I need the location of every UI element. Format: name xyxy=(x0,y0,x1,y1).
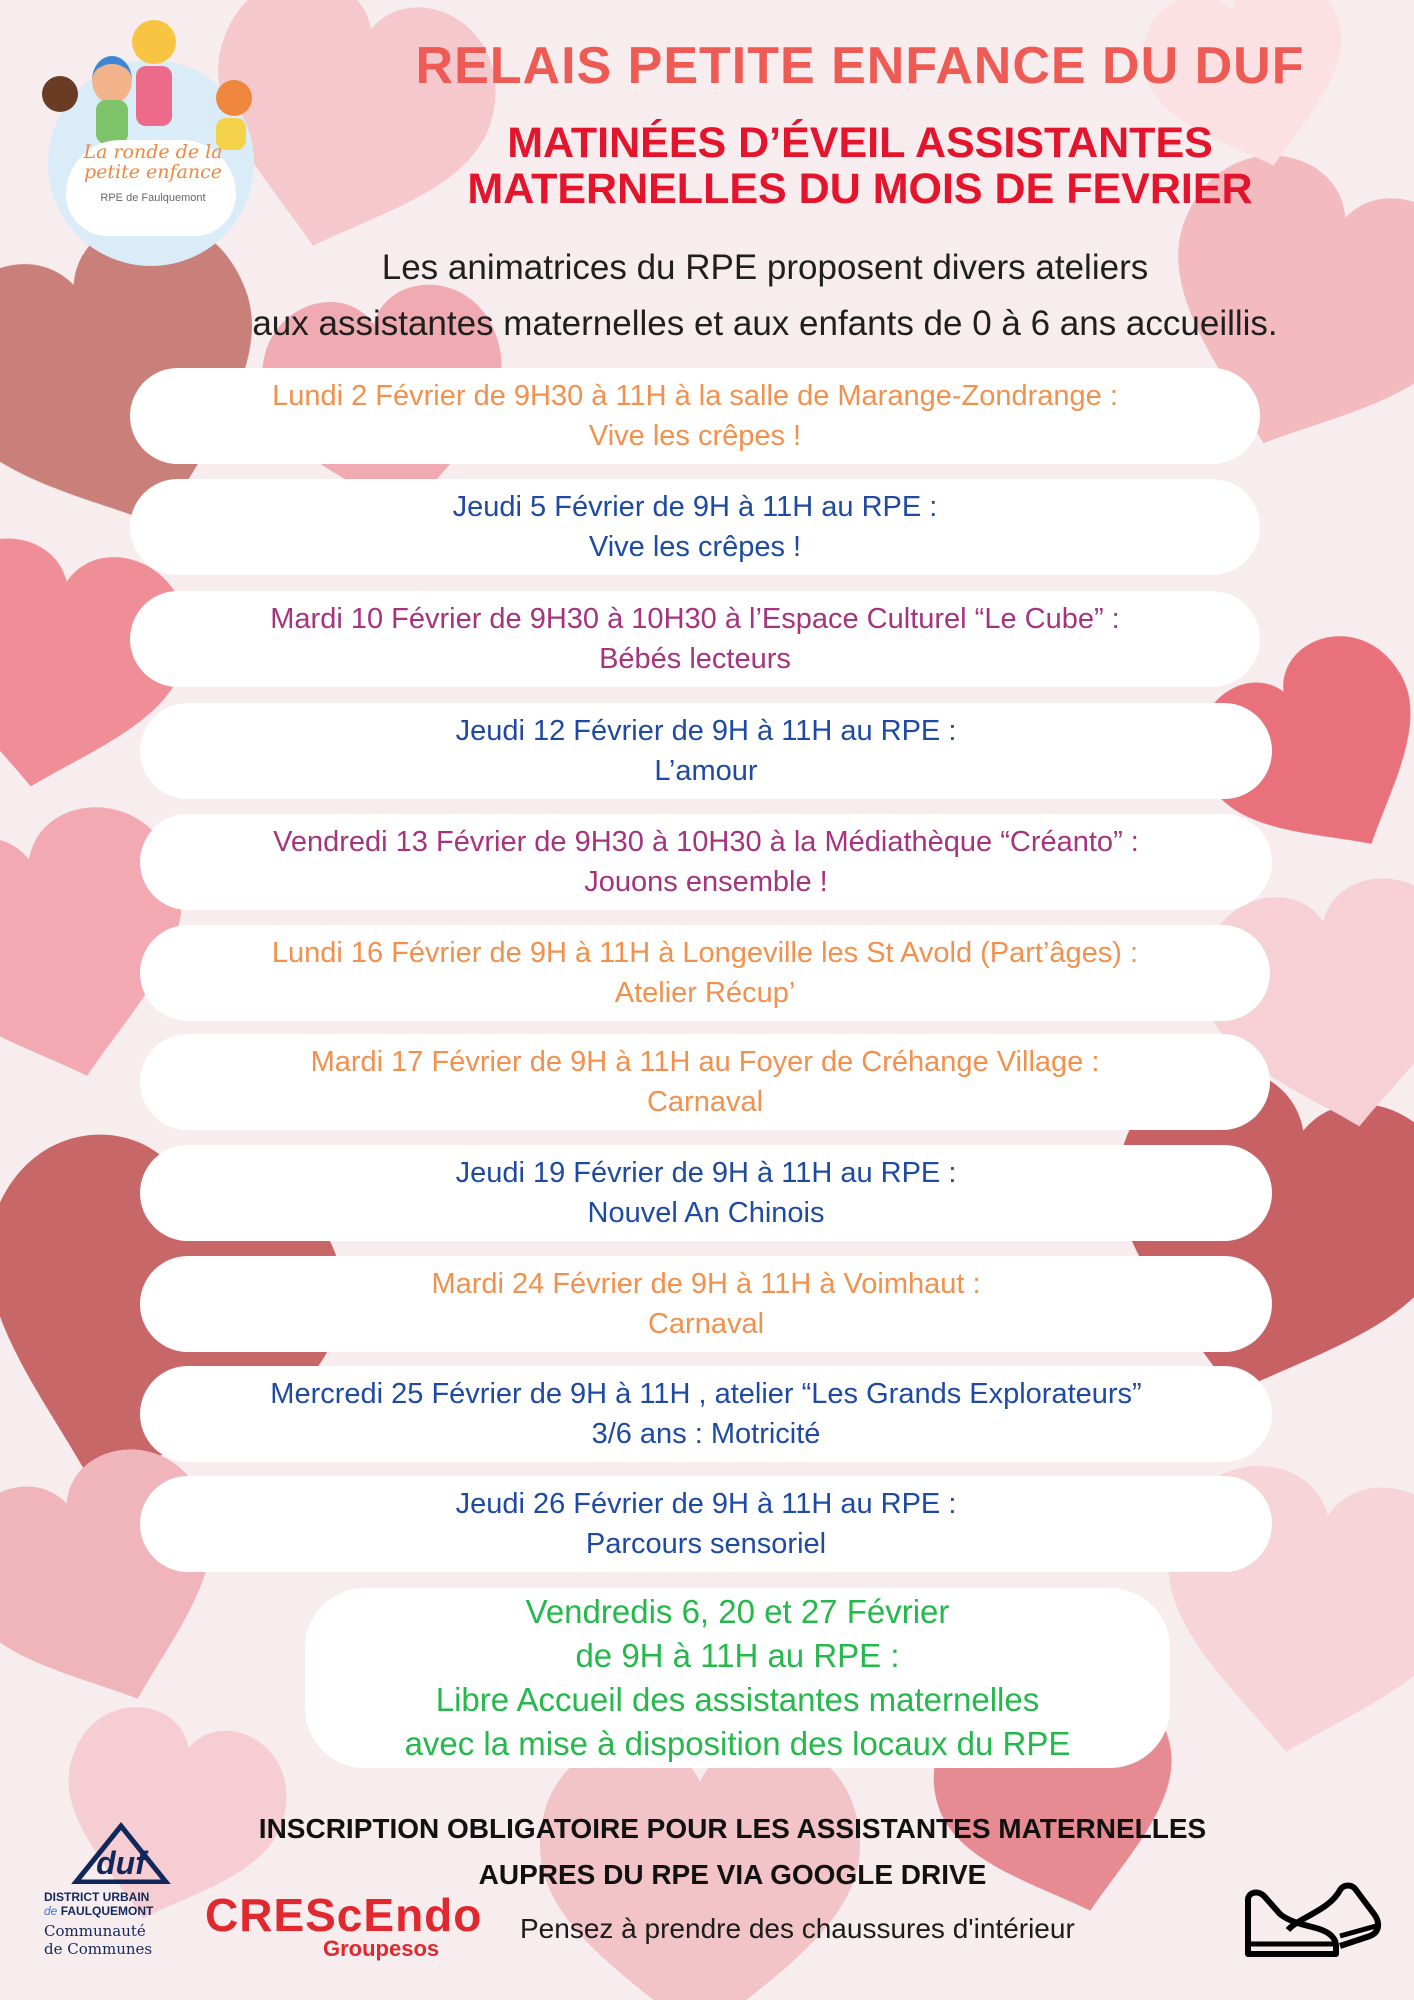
event-topic: 3/6 ans : Motricité xyxy=(591,1418,821,1450)
duf-community-text: Communauté de Communes xyxy=(44,1922,153,1958)
event-card xyxy=(130,479,1260,575)
svg-text:duf: duf xyxy=(96,1845,146,1881)
event-title: Jeudi 19 Février de 9H à 11H au RPE : xyxy=(455,1157,957,1189)
event-topic: Vive les crêpes ! xyxy=(588,420,802,452)
event-card xyxy=(140,1145,1272,1241)
event-card xyxy=(140,1256,1272,1352)
logo-subtitle: RPE de Faulquemont xyxy=(100,192,206,204)
logo-title: La ronde de la petite enfance xyxy=(83,141,223,183)
event-topic: Jouons ensemble ! xyxy=(584,866,828,898)
child-figure-icon xyxy=(42,76,78,112)
page-title: RELAIS PETITE ENFANCE DU DUF xyxy=(415,37,1305,95)
event-card xyxy=(140,925,1270,1021)
event-card xyxy=(140,1366,1272,1462)
event-topic: Carnaval xyxy=(646,1086,764,1118)
duf-district-text: DISTRICT URBAIN de FAULQUEMONT xyxy=(44,1890,154,1918)
event-card xyxy=(140,814,1272,910)
event-title: Mardi 17 Février de 9H à 11H au Foyer de Créhange Village : xyxy=(310,1046,1100,1078)
free-access-desc: Libre Accueil des assistantes maternelles xyxy=(435,1681,1040,1718)
event-title: Mardi 10 Février de 9H30 à 10H30 à l’Espace Culturel “Le Cube” : xyxy=(270,603,1120,635)
event-topic: Carnaval xyxy=(647,1308,765,1340)
child-figure-icon xyxy=(132,20,176,64)
shoes-icon xyxy=(1240,1870,1385,1970)
event-topic: Bébés lecteurs xyxy=(599,643,791,675)
event-title: Jeudi 5 Février de 9H à 11H au RPE : xyxy=(452,491,938,523)
event-title: Vendredi 13 Février de 9H30 à 10H30 à la Médiathèque “Créanto” : xyxy=(273,826,1139,858)
event-card xyxy=(130,591,1260,687)
free-access-time: de 9H à 11H au RPE : xyxy=(575,1637,900,1674)
event-card xyxy=(140,703,1272,799)
intro-text: Les animatrices du RPE proposent divers ateliers aux assistantes maternelles et aux enfants de 0 à 6 ans accueillis. xyxy=(252,248,1278,343)
event-title: Mardi 24 Février de 9H à 11H à Voimhaut : xyxy=(431,1268,981,1300)
shoes-reminder: Pensez à prendre des chaussures d'intérieur xyxy=(520,1913,1075,1944)
event-topic: Vive les crêpes ! xyxy=(588,531,802,563)
event-title: Lundi 16 Février de 9H à 11H à Longeville les St Avold (Part’âges) : xyxy=(271,937,1139,969)
event-title: Jeudi 26 Février de 9H à 11H au RPE : xyxy=(455,1488,957,1520)
event-title: Jeudi 12 Février de 9H à 11H au RPE : xyxy=(455,715,957,747)
free-access-desc-2: avec la mise à disposition des locaux du RPE xyxy=(404,1725,1071,1762)
duf-mark-icon xyxy=(66,1822,176,1884)
event-title: Mercredi 25 Février de 9H à 11H , atelier “Les Grands Explorateurs” xyxy=(270,1378,1142,1410)
event-topic: Atelier Récup’ xyxy=(614,977,796,1009)
event-topic: Parcours sensoriel xyxy=(585,1528,827,1560)
crescendo-wordmark: CREScEndo xyxy=(205,1889,483,1941)
free-access-card xyxy=(305,1588,1170,1768)
child-figure-icon xyxy=(92,56,132,104)
event-card xyxy=(140,1476,1272,1572)
child-body-icon xyxy=(136,66,172,126)
event-topic: L’amour xyxy=(654,755,758,787)
event-card xyxy=(140,1034,1270,1130)
rpe-logo xyxy=(36,20,266,250)
event-title: Lundi 2 Février de 9H30 à 11H à la salle de Marange-Zondrange : xyxy=(272,380,1118,412)
child-figure-icon xyxy=(216,80,252,116)
inscription-notice: INSCRIPTION OBLIGATOIRE POUR LES ASSISTANTES MATERNELLES AUPRES DU RPE VIA GOOGLE DRIVE xyxy=(258,1813,1207,1890)
page-subtitle: MATINÉES D’ÉVEIL ASSISTANTES MATERNELLES DU MOIS DE FEVRIER xyxy=(467,119,1253,213)
crescendo-group: Groupesos xyxy=(323,1936,440,1961)
child-body-icon xyxy=(96,100,128,144)
duf-logo xyxy=(36,1822,206,1972)
free-access-dates: Vendredis 6, 20 et 27 Février xyxy=(525,1593,950,1630)
event-card xyxy=(130,368,1260,464)
crescendo-logo xyxy=(205,1889,483,1970)
event-topic: Nouvel An Chinois xyxy=(587,1197,825,1229)
